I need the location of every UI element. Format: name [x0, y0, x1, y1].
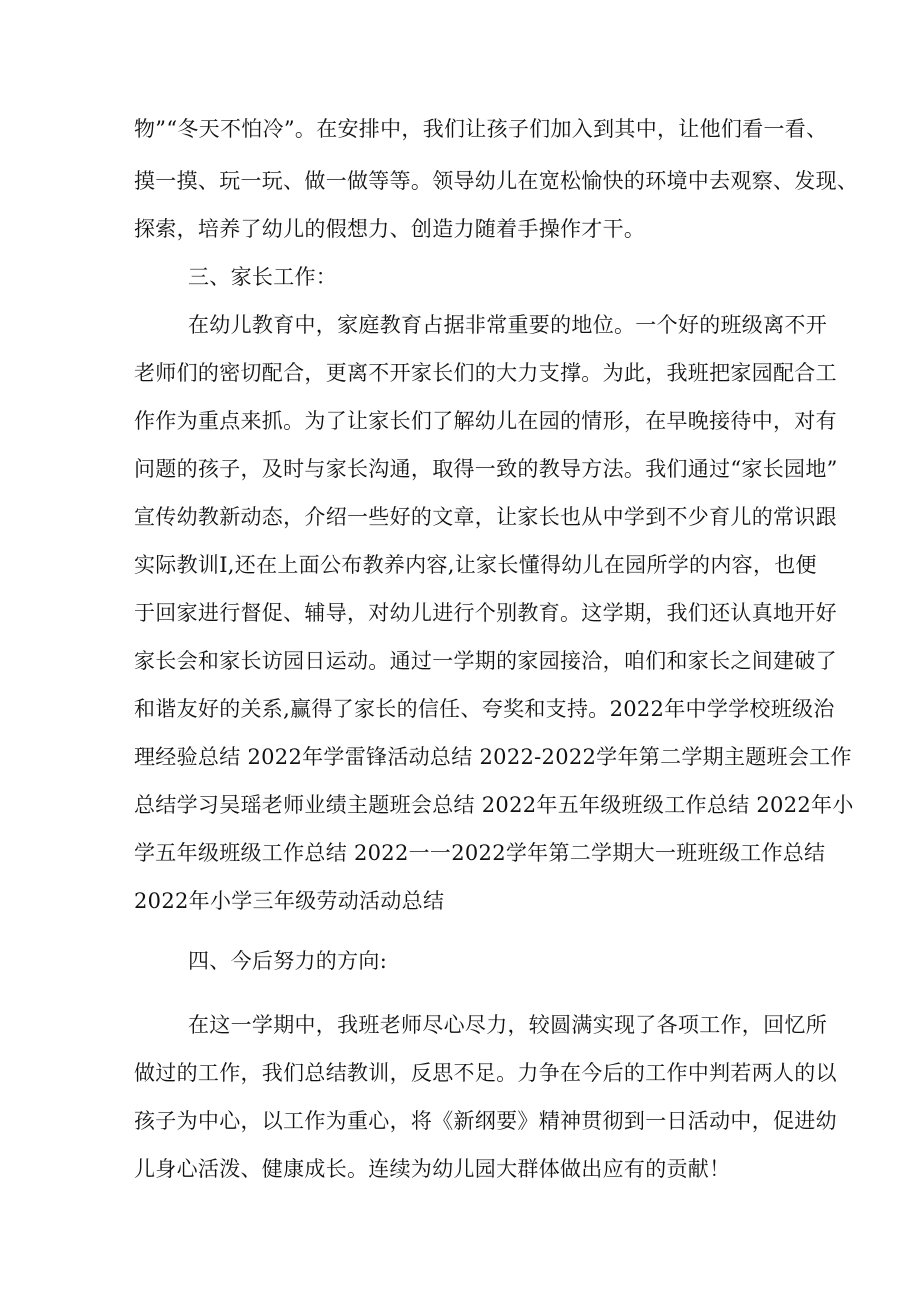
text-line: 问题的孩子，及时与家长沟通，取得一致的教导方法。我们通过“家长园地” [134, 457, 838, 481]
text-line: 探索，培养了幼儿的假想力、创造力随着手操作才干。 [134, 217, 646, 241]
text-line: 做过的工作，我们总结教训，反思不足。力争在今后的工作中判若两人的以 [134, 1061, 837, 1085]
text-line: 儿身心活泼、健康成长。连续为幼儿园大群体做出应有的贡献！ [134, 1157, 731, 1181]
text-line: 2022年小学三年级劳动活动总结 [134, 889, 445, 913]
text-line: 老师们的密切配合，更离不开家长们的大力支撑。为此，我班把家园配合工 [134, 361, 837, 385]
text-line: 在幼儿教育中，家庭教育占据非常重要的地位。一个好的班级离不开 [188, 313, 827, 337]
section-heading-future-direction: 四、今后努力的方向: [188, 949, 388, 973]
text-line: 摸一摸、玩一玩、做一做等等。领导幼儿在宽松愉快的环境中去观察、发现、 [134, 169, 859, 193]
text-line: 家长会和家长访园日运动。通过一学期的家园接洽，咱们和家长之间建破了 [134, 649, 837, 673]
text-line: 理经验总结 2022年学雷锋活动总结 2022-2022学年第二学期主题班会工作 [134, 745, 852, 769]
text-line: 作作为重点来抓。为了让家长们了解幼儿在园的情形，在早晚接待中，对有 [134, 409, 837, 433]
section-heading-parent-work: 三、家长工作： [188, 265, 338, 289]
text-line: 宣传幼教新动态，介绍一些好的文章，让家长也从中学到不少育儿的常识跟 [134, 505, 837, 529]
text-line: 学五年级班级工作总结 2022一一2022学年第二学期大一班班级工作总结 [134, 841, 826, 865]
text-line: 和谐友好的关系,赢得了家长的信任、夸奖和支持。2022年中学学校班级治 [134, 697, 835, 721]
text-line: 总结学习吴瑶老师业绩主题班会总结 2022年五年级班级工作总结 2022年小 [134, 793, 854, 817]
text-line: 实际教训I,还在上面公布教养内容,让家长懂得幼儿在园所学的内容，也便 [134, 553, 817, 577]
text-line: 孩子为中心，以工作为重心，将《新纲要》精神贯彻到一日活动中，促进幼 [134, 1109, 837, 1133]
text-line: 在这一学期中，我班老师尽心尽力，较圆满实现了各项工作，回忆所 [188, 1013, 827, 1037]
text-line: 于回家进行督促、辅导，对幼儿进行个别教育。这学期，我们还认真地开好 [134, 601, 837, 625]
text-line: 物”“冬天不怕冷”。在安排中，我们让孩子们加入到其中，让他们看一看、 [134, 117, 828, 141]
